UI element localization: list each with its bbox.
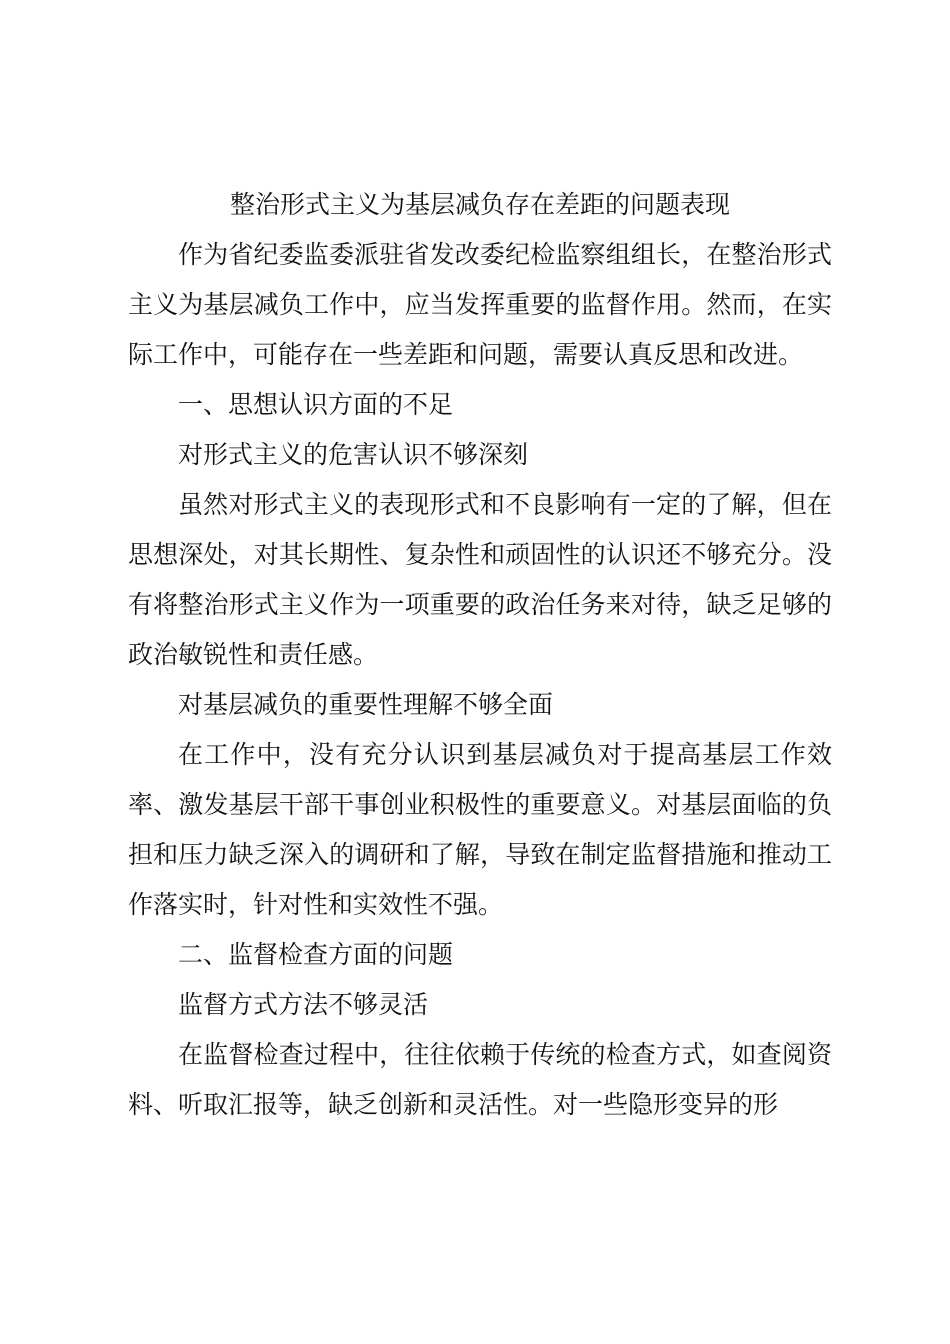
- section-heading-1: 一、思想认识方面的不足: [178, 390, 454, 419]
- paragraph-1-1: 虽然对形式主义的表现形式和不良影响有一定的了解，但在思想深处，对其长期性、复杂性和顽固性的认识还不够充分。没有将整治形式主义作为一项重要的政治任务来对待，缺乏足够的政治敏锐性和责任感。: [128, 490, 832, 669]
- section-heading-2: 二、监督检查方面的问题: [178, 940, 454, 969]
- paragraph-2-1: 在监督检查过程中，往往依赖于传统的检查方式，如查阅资料、听取汇报等，缺乏创新和灵活性。对一些隐形变异的形: [128, 1040, 832, 1119]
- subheading-2-1: 监督方式方法不够灵活: [178, 990, 429, 1019]
- document-title: 整治形式主义为基层减负存在差距的问题表现: [229, 190, 730, 219]
- subheading-1-1: 对形式主义的危害认识不够深刻: [178, 440, 529, 469]
- paragraph-intro: 作为省纪委监委派驻省发改委纪检监察组组长，在整治形式主义为基层减负工作中，应当发挥重要的监督作用。然而，在实际工作中，可能存在一些差距和问题，需要认真反思和改进。: [128, 240, 832, 369]
- document-page: [128, 180, 832, 1130]
- paragraph-1-2: 在工作中，没有充分认识到基层减负对于提高基层工作效率、激发基层干部干事创业积极性的重要意义。对基层面临的负担和压力缺乏深入的调研和了解，导致在制定监督措施和推动工作落实时，针对性和实效性不强。: [128, 740, 832, 919]
- subheading-1-2: 对基层减负的重要性理解不够全面: [178, 690, 554, 719]
